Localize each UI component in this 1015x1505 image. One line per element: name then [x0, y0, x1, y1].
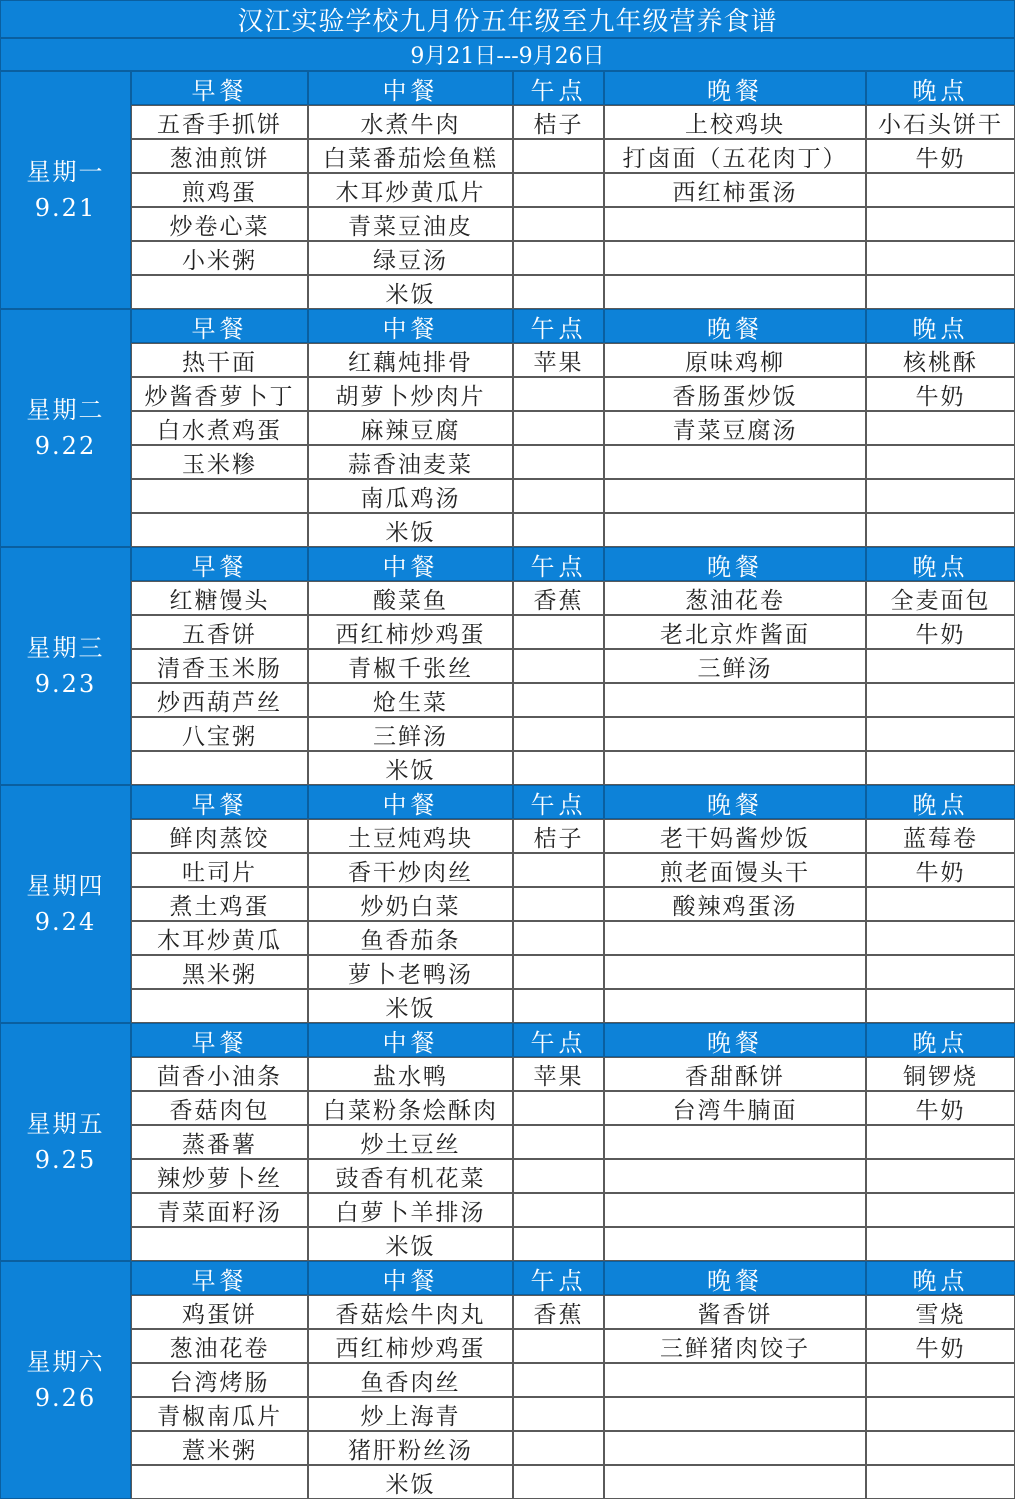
menu-item-evening-snack: 牛奶: [866, 615, 1015, 649]
menu-item-breakfast: [131, 751, 308, 785]
menu-item-evening-snack: [866, 513, 1015, 547]
menu-item-afternoon-snack: [513, 1125, 604, 1159]
menu-item-evening-snack: 全麦面包: [866, 581, 1015, 615]
menu-item-afternoon-snack: [513, 479, 604, 513]
meal-header-lunch: 中餐: [308, 785, 513, 819]
menu-item-lunch: 米饭: [308, 1227, 513, 1261]
menu-item-evening-snack: [866, 1363, 1015, 1397]
menu-item-dinner: [604, 1465, 866, 1499]
menu-item-dinner: 打卤面（五花肉丁）: [604, 139, 866, 173]
menu-item-dinner: [604, 989, 866, 1023]
menu-item-evening-snack: 牛奶: [866, 853, 1015, 887]
menu-item-breakfast: 五香手抓饼: [131, 105, 308, 139]
menu-item-lunch: 炒土豆丝: [308, 1125, 513, 1159]
menu-item-afternoon-snack: 香蕉: [513, 581, 604, 615]
menu-item-dinner: [604, 751, 866, 785]
menu-item-afternoon-snack: [513, 1329, 604, 1363]
menu-item-evening-snack: [866, 1465, 1015, 1499]
menu-item-lunch: 猪肝粉丝汤: [308, 1431, 513, 1465]
day-date: 9.25: [34, 1146, 97, 1174]
menu-item-dinner: [604, 1227, 866, 1261]
meal-header-dinner: 晚餐: [604, 785, 866, 819]
menu-item-lunch: 青菜豆油皮: [308, 207, 513, 241]
menu-item-afternoon-snack: [513, 1159, 604, 1193]
menu-item-evening-snack: 蓝莓卷: [866, 819, 1015, 853]
meal-header-evening-snack: 晚点: [866, 547, 1015, 581]
menu-item-dinner: [604, 1193, 866, 1227]
menu-item-dinner: [604, 683, 866, 717]
day-date: 9.23: [34, 670, 97, 698]
menu-item-breakfast: 葱油花卷: [131, 1329, 308, 1363]
menu-item-afternoon-snack: [513, 921, 604, 955]
menu-item-evening-snack: [866, 1397, 1015, 1431]
menu-item-dinner: 老北京炸酱面: [604, 615, 866, 649]
menu-item-breakfast: 香菇肉包: [131, 1091, 308, 1125]
meal-header-breakfast: 早餐: [131, 785, 308, 819]
menu-item-lunch: 西红柿炒鸡蛋: [308, 615, 513, 649]
menu-item-evening-snack: [866, 989, 1015, 1023]
menu-item-dinner: 西红柿蛋汤: [604, 173, 866, 207]
menu-item-dinner: 酸辣鸡蛋汤: [604, 887, 866, 921]
menu-item-afternoon-snack: [513, 1397, 604, 1431]
menu-item-breakfast: 八宝粥: [131, 717, 308, 751]
menu-item-evening-snack: [866, 921, 1015, 955]
menu-item-afternoon-snack: 香蕉: [513, 1295, 604, 1329]
menu-item-afternoon-snack: [513, 411, 604, 445]
menu-item-afternoon-snack: [513, 173, 604, 207]
menu-item-evening-snack: [866, 751, 1015, 785]
menu-item-breakfast: 葱油煎饼: [131, 139, 308, 173]
menu-item-lunch: 炒上海青: [308, 1397, 513, 1431]
day-date: 9.21: [34, 194, 97, 222]
menu-item-breakfast: 玉米糁: [131, 445, 308, 479]
menu-item-dinner: 酱香饼: [604, 1295, 866, 1329]
menu-item-dinner: 香肠蛋炒饭: [604, 377, 866, 411]
menu-item-afternoon-snack: [513, 1465, 604, 1499]
meal-header-afternoon-snack: 午点: [513, 547, 604, 581]
menu-item-dinner: 青菜豆腐汤: [604, 411, 866, 445]
menu-item-evening-snack: [866, 207, 1015, 241]
menu-item-dinner: [604, 1125, 866, 1159]
menu-item-breakfast: [131, 513, 308, 547]
menu-item-breakfast: 炒卷心菜: [131, 207, 308, 241]
meal-header-dinner: 晚餐: [604, 309, 866, 343]
menu-item-breakfast: 台湾烤肠: [131, 1363, 308, 1397]
menu-item-lunch: 麻辣豆腐: [308, 411, 513, 445]
menu-item-breakfast: 鲜肉蒸饺: [131, 819, 308, 853]
page-title: 汉江实验学校九月份五年级至九年级营养食谱: [0, 0, 1015, 38]
menu-item-lunch: 木耳炒黄瓜片: [308, 173, 513, 207]
day-name: 星期六: [26, 1348, 105, 1376]
menu-item-breakfast: [131, 275, 308, 309]
menu-item-dinner: [604, 1159, 866, 1193]
menu-item-breakfast: [131, 989, 308, 1023]
menu-item-lunch: 三鲜汤: [308, 717, 513, 751]
menu-item-afternoon-snack: [513, 615, 604, 649]
menu-item-lunch: 炒奶白菜: [308, 887, 513, 921]
menu-item-breakfast: 煮土鸡蛋: [131, 887, 308, 921]
menu-item-lunch: 米饭: [308, 513, 513, 547]
menu-item-evening-snack: [866, 445, 1015, 479]
menu-item-breakfast: 炒酱香萝卜丁: [131, 377, 308, 411]
meal-header-evening-snack: 晚点: [866, 309, 1015, 343]
menu-item-afternoon-snack: [513, 1431, 604, 1465]
menu-item-evening-snack: [866, 275, 1015, 309]
menu-item-dinner: 葱油花卷: [604, 581, 866, 615]
menu-item-afternoon-snack: 桔子: [513, 819, 604, 853]
menu-item-breakfast: 煎鸡蛋: [131, 173, 308, 207]
menu-item-breakfast: 蒸番薯: [131, 1125, 308, 1159]
menu-item-afternoon-snack: [513, 751, 604, 785]
menu-item-dinner: [604, 513, 866, 547]
meal-header-lunch: 中餐: [308, 309, 513, 343]
meal-header-evening-snack: 晚点: [866, 1261, 1015, 1295]
menu-item-afternoon-snack: [513, 513, 604, 547]
menu-item-dinner: 三鲜汤: [604, 649, 866, 683]
menu-item-afternoon-snack: [513, 241, 604, 275]
menu-item-lunch: 白菜番茄烩鱼糕: [308, 139, 513, 173]
meal-header-dinner: 晚餐: [604, 1261, 866, 1295]
menu-item-evening-snack: [866, 683, 1015, 717]
menu-item-evening-snack: [866, 1125, 1015, 1159]
menu-item-evening-snack: 核桃酥: [866, 343, 1015, 377]
menu-item-dinner: [604, 275, 866, 309]
menu-item-afternoon-snack: [513, 717, 604, 751]
menu-item-lunch: 鱼香肉丝: [308, 1363, 513, 1397]
menu-item-dinner: [604, 921, 866, 955]
menu-item-afternoon-snack: 苹果: [513, 1057, 604, 1091]
menu-item-lunch: 米饭: [308, 275, 513, 309]
menu-item-afternoon-snack: [513, 887, 604, 921]
meal-header-dinner: 晚餐: [604, 1023, 866, 1057]
menu-item-lunch: 青椒千张丝: [308, 649, 513, 683]
menu-item-afternoon-snack: [513, 1363, 604, 1397]
menu-item-dinner: [604, 207, 866, 241]
menu-item-afternoon-snack: [513, 649, 604, 683]
menu-item-evening-snack: [866, 1193, 1015, 1227]
meal-header-evening-snack: 晚点: [866, 785, 1015, 819]
menu-item-dinner: 三鲜猪肉饺子: [604, 1329, 866, 1363]
day-name: 星期三: [26, 634, 105, 662]
menu-item-evening-snack: 牛奶: [866, 377, 1015, 411]
menu-item-afternoon-snack: [513, 445, 604, 479]
day-name: 星期一: [26, 158, 105, 186]
menu-item-afternoon-snack: [513, 275, 604, 309]
menu-item-lunch: 南瓜鸡汤: [308, 479, 513, 513]
menu-item-evening-snack: [866, 649, 1015, 683]
menu-item-dinner: [604, 1397, 866, 1431]
menu-item-lunch: 米饭: [308, 751, 513, 785]
day-label: [0, 1023, 131, 1261]
menu-item-dinner: [604, 445, 866, 479]
menu-item-breakfast: 薏米粥: [131, 1431, 308, 1465]
menu-item-dinner: 煎老面馒头干: [604, 853, 866, 887]
menu-item-breakfast: 鸡蛋饼: [131, 1295, 308, 1329]
menu-item-evening-snack: [866, 241, 1015, 275]
menu-item-lunch: 红藕炖排骨: [308, 343, 513, 377]
meal-header-lunch: 中餐: [308, 1023, 513, 1057]
meal-header-breakfast: 早餐: [131, 547, 308, 581]
day-label: [0, 1261, 131, 1499]
meal-header-lunch: 中餐: [308, 71, 513, 105]
menu-item-lunch: 蒜香油麦菜: [308, 445, 513, 479]
day-name: 星期四: [26, 872, 105, 900]
menu-item-afternoon-snack: [513, 989, 604, 1023]
menu-item-evening-snack: [866, 717, 1015, 751]
menu-item-evening-snack: [866, 887, 1015, 921]
menu-item-breakfast: 小米粥: [131, 241, 308, 275]
menu-item-evening-snack: [866, 1159, 1015, 1193]
menu-item-lunch: 土豆炖鸡块: [308, 819, 513, 853]
day-date: 9.24: [34, 908, 97, 936]
menu-item-lunch: 白菜粉条烩酥肉: [308, 1091, 513, 1125]
menu-item-afternoon-snack: [513, 853, 604, 887]
menu-item-lunch: 绿豆汤: [308, 241, 513, 275]
menu-item-breakfast: 吐司片: [131, 853, 308, 887]
meal-header-afternoon-snack: 午点: [513, 309, 604, 343]
day-label: [0, 309, 131, 547]
menu-item-evening-snack: [866, 173, 1015, 207]
menu-item-evening-snack: 牛奶: [866, 1091, 1015, 1125]
menu-item-evening-snack: [866, 411, 1015, 445]
menu-item-lunch: 萝卜老鸭汤: [308, 955, 513, 989]
menu-item-evening-snack: [866, 1227, 1015, 1261]
meal-header-afternoon-snack: 午点: [513, 1023, 604, 1057]
menu-item-breakfast: 木耳炒黄瓜: [131, 921, 308, 955]
menu-item-evening-snack: 铜锣烧: [866, 1057, 1015, 1091]
menu-item-breakfast: 青菜面籽汤: [131, 1193, 308, 1227]
menu-item-lunch: 盐水鸭: [308, 1057, 513, 1091]
menu-item-dinner: [604, 955, 866, 989]
menu-item-evening-snack: 牛奶: [866, 1329, 1015, 1363]
meal-header-breakfast: 早餐: [131, 309, 308, 343]
menu-item-afternoon-snack: [513, 377, 604, 411]
menu-item-evening-snack: 雪烧: [866, 1295, 1015, 1329]
menu-item-dinner: [604, 479, 866, 513]
menu-item-lunch: 香干炒肉丝: [308, 853, 513, 887]
meal-header-afternoon-snack: 午点: [513, 785, 604, 819]
menu-item-afternoon-snack: [513, 1193, 604, 1227]
menu-item-lunch: 鱼香茄条: [308, 921, 513, 955]
meal-header-lunch: 中餐: [308, 1261, 513, 1295]
menu-item-breakfast: 清香玉米肠: [131, 649, 308, 683]
menu-item-lunch: 炝生菜: [308, 683, 513, 717]
day-label: [0, 547, 131, 785]
menu-item-evening-snack: [866, 479, 1015, 513]
menu-item-breakfast: 白水煮鸡蛋: [131, 411, 308, 445]
meal-header-afternoon-snack: 午点: [513, 71, 604, 105]
menu-item-breakfast: 炒西葫芦丝: [131, 683, 308, 717]
meal-header-evening-snack: 晚点: [866, 71, 1015, 105]
meal-header-evening-snack: 晚点: [866, 1023, 1015, 1057]
menu-item-afternoon-snack: [513, 207, 604, 241]
menu-item-breakfast: 热干面: [131, 343, 308, 377]
day-date: 9.26: [34, 1384, 97, 1412]
menu-item-breakfast: [131, 479, 308, 513]
meal-header-dinner: 晚餐: [604, 547, 866, 581]
day-name: 星期二: [26, 396, 105, 424]
menu-item-breakfast: 茴香小油条: [131, 1057, 308, 1091]
menu-item-evening-snack: 小石头饼干: [866, 105, 1015, 139]
menu-item-dinner: [604, 1363, 866, 1397]
menu-item-afternoon-snack: [513, 683, 604, 717]
menu-item-lunch: 酸菜鱼: [308, 581, 513, 615]
menu-item-dinner: [604, 241, 866, 275]
menu-item-lunch: 白萝卜羊排汤: [308, 1193, 513, 1227]
menu-item-lunch: 西红柿炒鸡蛋: [308, 1329, 513, 1363]
menu-item-afternoon-snack: 苹果: [513, 343, 604, 377]
meal-header-breakfast: 早餐: [131, 1023, 308, 1057]
menu-item-lunch: 香菇烩牛肉丸: [308, 1295, 513, 1329]
menu-item-breakfast: [131, 1465, 308, 1499]
menu-item-breakfast: 红糖馒头: [131, 581, 308, 615]
meal-header-breakfast: 早餐: [131, 71, 308, 105]
menu-item-dinner: [604, 1431, 866, 1465]
menu-item-lunch: 米饭: [308, 1465, 513, 1499]
menu-item-breakfast: 青椒南瓜片: [131, 1397, 308, 1431]
menu-item-afternoon-snack: [513, 1091, 604, 1125]
menu-item-dinner: 老干妈酱炒饭: [604, 819, 866, 853]
menu-item-lunch: 米饭: [308, 989, 513, 1023]
menu-item-dinner: 原味鸡柳: [604, 343, 866, 377]
menu-item-afternoon-snack: [513, 1227, 604, 1261]
meal-header-lunch: 中餐: [308, 547, 513, 581]
menu-item-dinner: 上校鸡块: [604, 105, 866, 139]
menu-item-evening-snack: 牛奶: [866, 139, 1015, 173]
menu-item-breakfast: 五香饼: [131, 615, 308, 649]
menu-item-afternoon-snack: [513, 139, 604, 173]
menu-item-breakfast: 黑米粥: [131, 955, 308, 989]
menu-item-dinner: [604, 717, 866, 751]
menu-item-evening-snack: [866, 1431, 1015, 1465]
menu-item-dinner: 香甜酥饼: [604, 1057, 866, 1091]
day-label: [0, 785, 131, 1023]
day-name: 星期五: [26, 1110, 105, 1138]
menu-item-breakfast: [131, 1227, 308, 1261]
date-range: 9月21日---9月26日: [0, 38, 1015, 71]
menu-item-afternoon-snack: [513, 955, 604, 989]
meal-header-afternoon-snack: 午点: [513, 1261, 604, 1295]
meal-header-dinner: 晚餐: [604, 71, 866, 105]
day-date: 9.22: [34, 432, 97, 460]
day-label: [0, 71, 131, 309]
menu-item-lunch: 豉香有机花菜: [308, 1159, 513, 1193]
menu-item-evening-snack: [866, 955, 1015, 989]
menu-item-breakfast: 辣炒萝卜丝: [131, 1159, 308, 1193]
menu-item-lunch: 胡萝卜炒肉片: [308, 377, 513, 411]
menu-item-afternoon-snack: 桔子: [513, 105, 604, 139]
menu-item-dinner: 台湾牛腩面: [604, 1091, 866, 1125]
meal-header-breakfast: 早餐: [131, 1261, 308, 1295]
menu-item-lunch: 水煮牛肉: [308, 105, 513, 139]
